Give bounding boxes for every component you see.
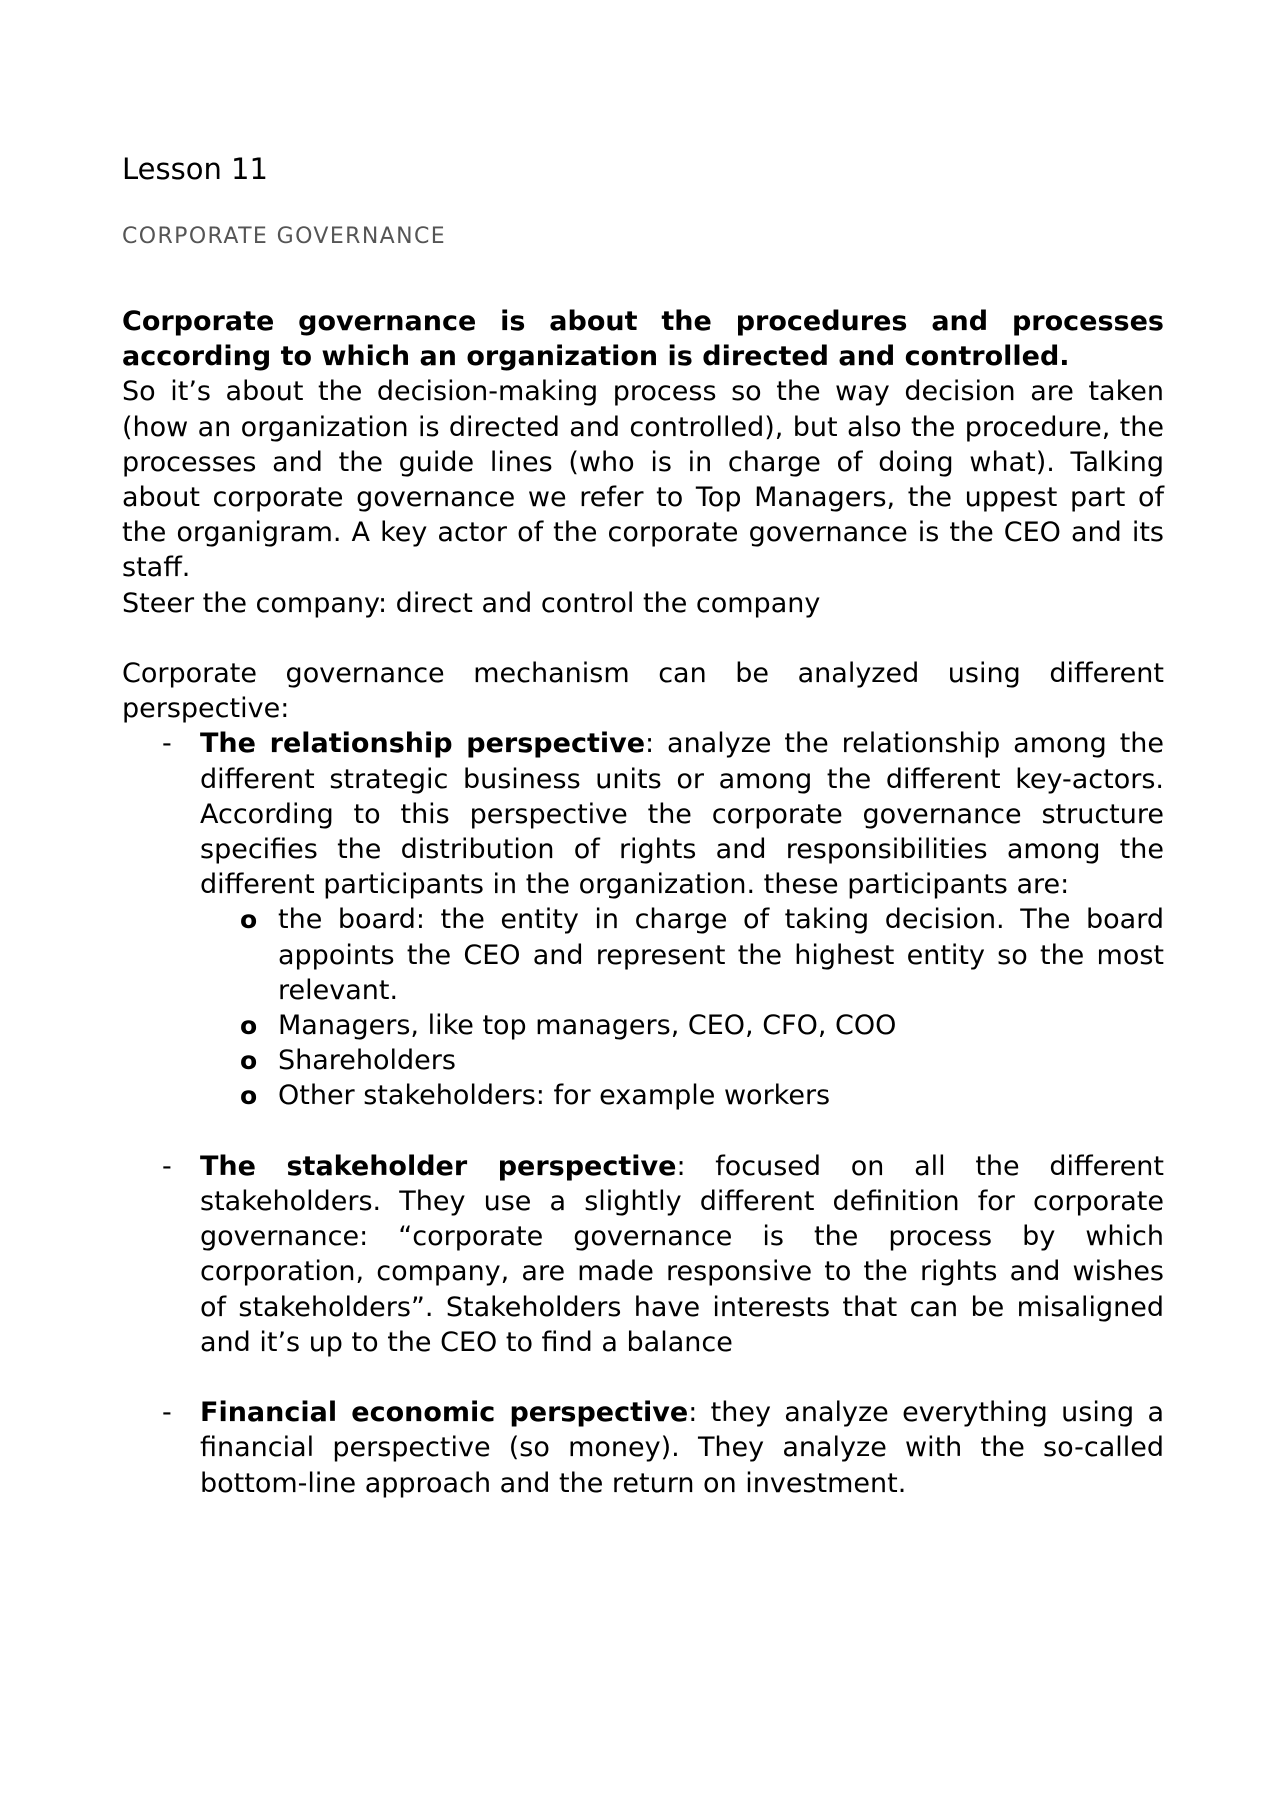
perspective-item-stakeholder bbox=[122, 1149, 1164, 1360]
blank-line bbox=[122, 621, 1164, 656]
circle-bullet: o bbox=[240, 1046, 258, 1076]
circle-bullet: o bbox=[240, 1011, 258, 1041]
circle-bullet: o bbox=[240, 905, 258, 935]
mechanism-intro-paragraph: Corporate governance mechanism can be analyzed using different perspective: bbox=[122, 658, 1164, 725]
lesson-number: Lesson 11 bbox=[122, 152, 268, 186]
perspective-text: : focused on all the different stakeholders. They use a slightly different definition for corporate governance: “corporate governance is the process by which corporation, company, are made responsive to the rights and wishes of stakeholders”. Stakeholders have interests that can be misaligned and it’s up to the CEO to find a balance bbox=[200, 1150, 1165, 1358]
circle-bullet: o bbox=[240, 1081, 258, 1111]
participant-text: Shareholders bbox=[278, 1045, 456, 1077]
perspective-text: : they analyze everything using a financial perspective (so money). They analyze with the so-called bottom-line approach and the return on investment. bbox=[200, 1397, 1164, 1499]
perspective-text: : analyze the relationship among the different strategic business units or among the different key-actors. According to this perspective the corporate governance structure specifies the distribution of rights and responsibilities among the different participants in the organization. these participants are: bbox=[200, 728, 1164, 901]
document-body bbox=[122, 304, 1164, 1501]
participant-item bbox=[200, 1043, 1164, 1078]
perspective-item-financial bbox=[122, 1395, 1164, 1501]
perspective-title: The stakeholder perspective bbox=[200, 1150, 677, 1182]
participant-item bbox=[200, 1078, 1164, 1113]
dash-bullet: - bbox=[162, 1150, 172, 1182]
steer-paragraph: Steer the company: direct and control the company bbox=[122, 587, 821, 619]
explanation-paragraph: So it’s about the decision-making process so the way decision are taken (how an organization is directed and controlled), but also the procedure, the processes and the guide lines (who is in charge of doing what). Talking about corporate governance we refer to Top Managers, the uppest part of the organigram. A key actor of the corporate governance is the CEO and its staff. bbox=[122, 376, 1164, 584]
definition-paragraph: Corporate governance is about the procedures and processes according to which an organization is directed and controlled. bbox=[122, 306, 1164, 373]
perspective-title: Financial economic perspective bbox=[200, 1397, 689, 1429]
participants-list bbox=[200, 902, 1164, 1113]
participant-item bbox=[200, 902, 1164, 1008]
lesson-subtitle: CORPORATE GOVERNANCE bbox=[122, 224, 447, 249]
participant-text: Other stakeholders: for example workers bbox=[278, 1080, 831, 1112]
blank-line bbox=[122, 1360, 1164, 1395]
perspectives-list bbox=[122, 726, 1164, 1500]
perspective-item-relationship bbox=[122, 726, 1164, 1113]
perspective-title: The relationship perspective bbox=[200, 728, 646, 760]
participant-text: the board: the entity in charge of taking decision. The board appoints the CEO and represent the highest entity so the most relevant. bbox=[278, 904, 1164, 1006]
participant-text: Managers, like top managers, CEO, CFO, COO bbox=[278, 1010, 897, 1042]
blank-line bbox=[122, 1114, 1164, 1149]
participant-item bbox=[200, 1008, 1164, 1043]
dash-bullet: - bbox=[162, 1397, 172, 1429]
dash-bullet: - bbox=[162, 728, 172, 760]
